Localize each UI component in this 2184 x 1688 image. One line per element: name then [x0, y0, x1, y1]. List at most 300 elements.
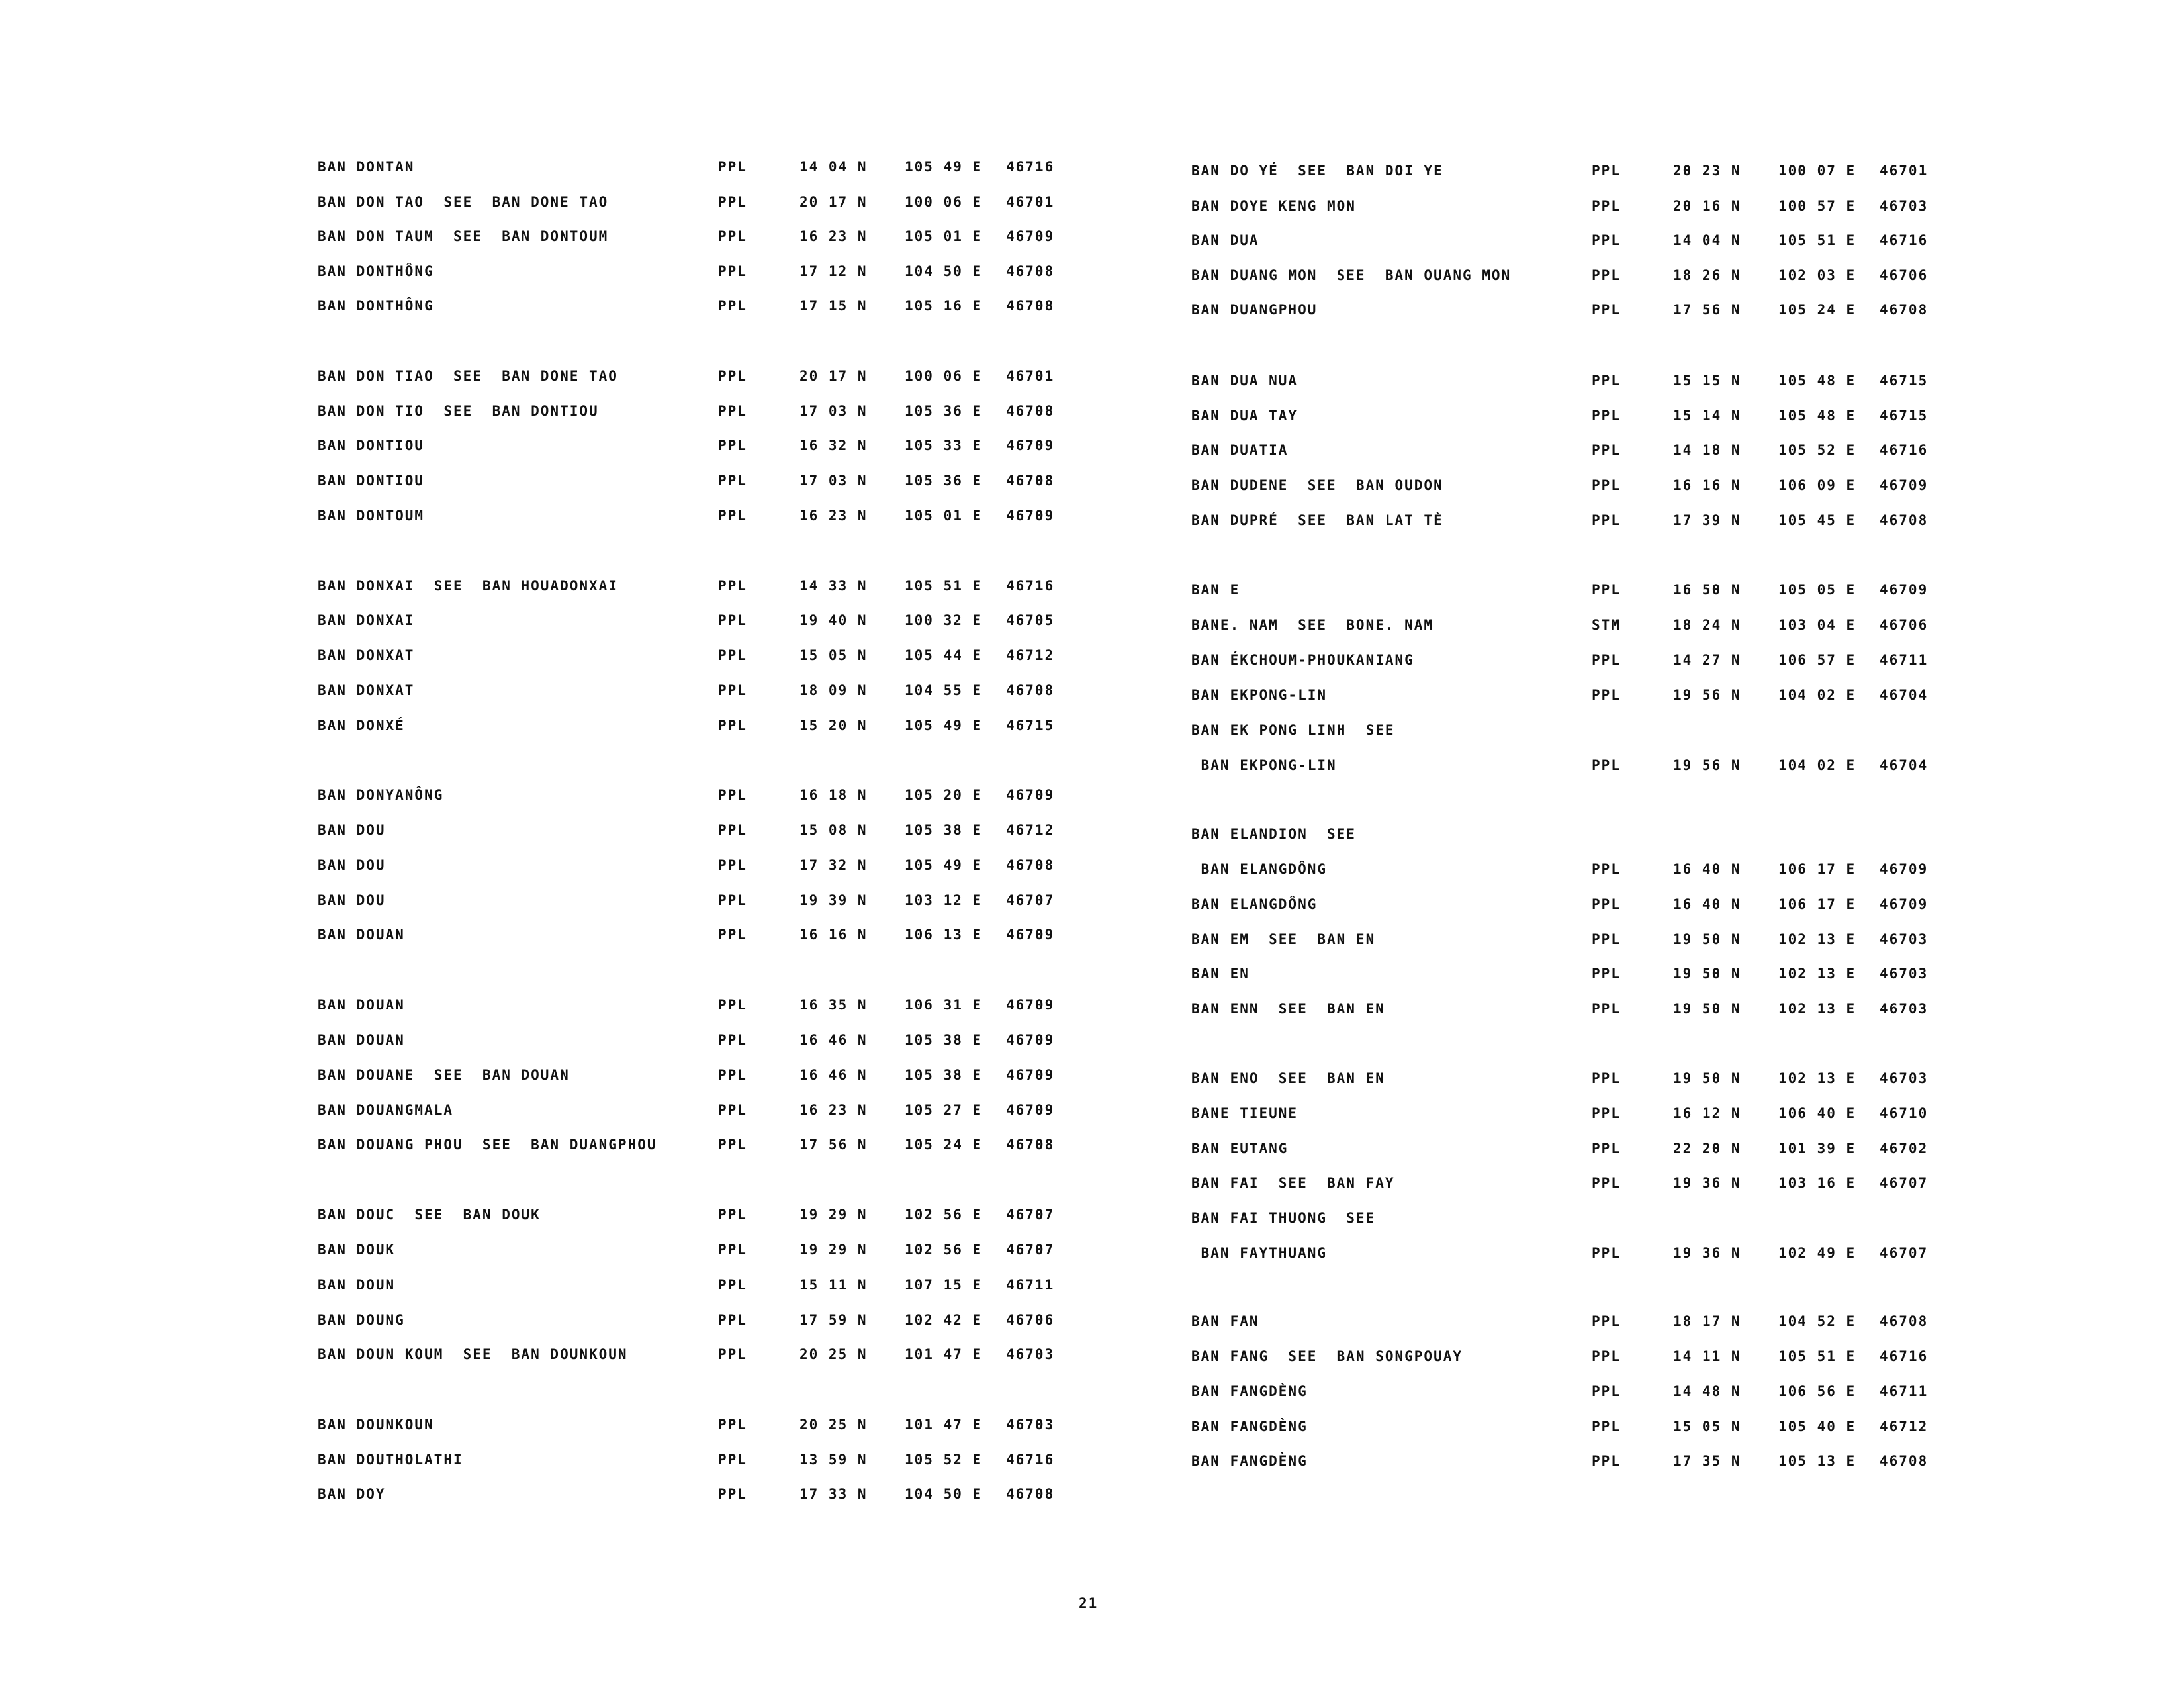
entry-map-sheet: 46709 — [1006, 438, 1055, 453]
entry-latitude: 15 14 N — [1673, 408, 1741, 424]
entry-type: PPL — [1592, 896, 1621, 912]
entry-map-sheet: 46709 — [1006, 927, 1055, 943]
entry-type: PPL — [1592, 1313, 1621, 1329]
entry-latitude: 16 40 N — [1673, 896, 1741, 912]
entry-type: PPL — [718, 822, 747, 838]
entry-map-sheet: 46716 — [1006, 159, 1055, 175]
entry-latitude: 19 29 N — [799, 1242, 868, 1258]
entry-type: PPL — [718, 647, 747, 663]
entry-type: PPL — [718, 368, 747, 384]
entry-type: PPL — [718, 927, 747, 943]
entry-type: PPL — [718, 1346, 747, 1362]
entry-name: BAN DONXAT — [318, 682, 415, 698]
entry-name: BAN DON TIAO SEE BAN DONE TAO — [318, 368, 618, 384]
entry-name: BAN EK PONG LINH SEE — [1191, 722, 1395, 738]
entry-type: PPL — [1592, 1453, 1621, 1469]
entry-longitude: 105 36 E — [905, 403, 983, 419]
entry-longitude: 102 13 E — [1778, 1001, 1856, 1017]
entry-type: PPL — [1592, 966, 1621, 982]
entry-longitude: 104 50 E — [905, 1486, 983, 1502]
entry-map-sheet: 46707 — [1880, 1175, 1929, 1191]
entry-latitude: 19 29 N — [799, 1207, 868, 1223]
entry-map-sheet: 46708 — [1880, 1313, 1929, 1329]
entry-latitude: 20 16 N — [1673, 198, 1741, 214]
entry-longitude: 106 17 E — [1778, 861, 1856, 877]
entry-type: PPL — [1592, 163, 1621, 179]
entry-latitude: 19 36 N — [1673, 1245, 1741, 1261]
entry-name: BAN DONXAT — [318, 647, 415, 663]
entry-map-sheet: 46709 — [1006, 787, 1055, 803]
entry-name: BAN FAN — [1191, 1313, 1259, 1329]
entry-latitude: 17 56 N — [1673, 302, 1741, 318]
entry-type: PPL — [1592, 757, 1621, 773]
entry-type: PPL — [1592, 1001, 1621, 1017]
entry-latitude: 14 04 N — [799, 159, 868, 175]
entry-name: BAN FANG SEE BAN SONGPOUAY — [1191, 1348, 1463, 1364]
entry-name: BAN DONTAN — [318, 159, 415, 175]
entry-longitude: 105 05 E — [1778, 582, 1856, 598]
entry-longitude: 105 44 E — [905, 647, 983, 663]
entry-name: BAN DOUANE SEE BAN DOUAN — [318, 1067, 570, 1083]
entry-map-sheet: 46711 — [1880, 652, 1929, 668]
entry-latitude: 18 26 N — [1673, 267, 1741, 283]
entry-type: PPL — [1592, 1383, 1621, 1399]
entry-map-sheet: 46707 — [1006, 892, 1055, 908]
entry-type: PPL — [718, 1207, 747, 1223]
entry-map-sheet: 46709 — [1880, 582, 1929, 598]
entry-map-sheet: 46708 — [1006, 1486, 1055, 1502]
entry-map-sheet: 46715 — [1880, 408, 1929, 424]
entry-type: PPL — [1592, 1419, 1621, 1434]
entry-map-sheet: 46703 — [1880, 1001, 1929, 1017]
entry-name: BAN DUDENE SEE BAN OUDON — [1191, 477, 1443, 493]
entry-latitude: 19 56 N — [1673, 687, 1741, 703]
entry-name: BAN EN — [1191, 966, 1250, 982]
entry-type: PPL — [718, 682, 747, 698]
entry-type: PPL — [718, 1277, 747, 1293]
entry-longitude: 104 02 E — [1778, 687, 1856, 703]
entry-map-sheet: 46716 — [1880, 442, 1929, 458]
entry-map-sheet: 46701 — [1880, 163, 1929, 179]
entry-type: PPL — [718, 1452, 747, 1468]
entry-name: BAN DONTHÔNG — [318, 298, 434, 314]
entry-type: PPL — [718, 1137, 747, 1152]
entry-latitude: 14 11 N — [1673, 1348, 1741, 1364]
entry-latitude: 17 35 N — [1673, 1453, 1741, 1469]
entry-name: BAN FAYTHUANG — [1191, 1245, 1328, 1261]
entry-name: BAN DUA TAY — [1191, 408, 1298, 424]
entry-name: BAN ELANGDÔNG — [1191, 861, 1328, 877]
entry-latitude: 17 03 N — [799, 403, 868, 419]
entry-longitude: 104 50 E — [905, 263, 983, 279]
entry-latitude: 15 05 N — [1673, 1419, 1741, 1434]
entry-map-sheet: 46711 — [1006, 1277, 1055, 1293]
entry-name: BAN DUATIA — [1191, 442, 1289, 458]
entry-map-sheet: 46701 — [1006, 368, 1055, 384]
entry-longitude: 103 16 E — [1778, 1175, 1856, 1191]
entry-map-sheet: 46707 — [1006, 1207, 1055, 1223]
entry-map-sheet: 46702 — [1880, 1141, 1929, 1156]
entry-type: PPL — [718, 1312, 747, 1328]
entry-longitude: 105 51 E — [905, 578, 983, 594]
entry-map-sheet: 46716 — [1006, 578, 1055, 594]
entry-name: BAN DOUN — [318, 1277, 396, 1293]
entry-name: BAN DOUN KOUM SEE BAN DOUNKOUN — [318, 1346, 628, 1362]
entry-map-sheet: 46715 — [1880, 373, 1929, 389]
entry-name: BAN DOUAN — [318, 997, 405, 1013]
entry-longitude: 104 02 E — [1778, 757, 1856, 773]
entry-name: BAN DONTIOU — [318, 473, 425, 489]
entry-name: BAN FANGDÈNG — [1191, 1383, 1308, 1399]
entry-name: BAN DONXAI — [318, 612, 415, 628]
entry-name: BAN DOUANGMALA — [318, 1102, 454, 1118]
entry-map-sheet: 46709 — [1006, 997, 1055, 1013]
entry-longitude: 101 47 E — [905, 1346, 983, 1362]
entry-longitude: 105 52 E — [1778, 442, 1856, 458]
entry-latitude: 18 09 N — [799, 682, 868, 698]
entry-type: PPL — [1592, 198, 1621, 214]
entry-type: PPL — [718, 578, 747, 594]
entry-latitude: 14 48 N — [1673, 1383, 1741, 1399]
entry-latitude: 19 39 N — [799, 892, 868, 908]
entry-latitude: 14 18 N — [1673, 442, 1741, 458]
entry-map-sheet: 46708 — [1880, 512, 1929, 528]
entry-name: BAN DOUAN — [318, 1032, 405, 1048]
entry-map-sheet: 46706 — [1006, 1312, 1055, 1328]
entry-map-sheet: 46716 — [1880, 1348, 1929, 1364]
entry-name: BAN DON TAO SEE BAN DONE TAO — [318, 194, 609, 210]
entry-longitude: 102 49 E — [1778, 1245, 1856, 1261]
entry-latitude: 16 50 N — [1673, 582, 1741, 598]
entry-name: BAN FAI SEE BAN FAY — [1191, 1175, 1395, 1191]
entry-map-sheet: 46708 — [1006, 682, 1055, 698]
entry-longitude: 106 09 E — [1778, 477, 1856, 493]
entry-type: PPL — [718, 1067, 747, 1083]
entry-longitude: 104 52 E — [1778, 1313, 1856, 1329]
entry-latitude: 17 32 N — [799, 857, 868, 873]
entry-latitude: 17 12 N — [799, 263, 868, 279]
entry-name: BAN DOUNG — [318, 1312, 405, 1328]
entry-longitude: 100 57 E — [1778, 198, 1856, 214]
entry-latitude: 18 17 N — [1673, 1313, 1741, 1329]
entry-longitude: 102 42 E — [905, 1312, 983, 1328]
entry-longitude: 105 01 E — [905, 508, 983, 524]
entry-longitude: 103 12 E — [905, 892, 983, 908]
entry-name: BAN DOUANG PHOU SEE BAN DUANGPHOU — [318, 1137, 657, 1152]
entry-longitude: 106 17 E — [1778, 896, 1856, 912]
entry-latitude: 16 16 N — [799, 927, 868, 943]
entry-name: BAN DOUC SEE BAN DOUK — [318, 1207, 541, 1223]
entry-name: BANE. NAM SEE BONE. NAM — [1191, 617, 1434, 633]
entry-map-sheet: 46715 — [1006, 718, 1055, 733]
entry-longitude: 105 36 E — [905, 473, 983, 489]
entry-latitude: 14 27 N — [1673, 652, 1741, 668]
entry-name: BAN DONTOUM — [318, 508, 425, 524]
entry-map-sheet: 46707 — [1006, 1242, 1055, 1258]
entry-longitude: 100 06 E — [905, 194, 983, 210]
entry-name: BAN DOU — [318, 892, 386, 908]
entry-latitude: 17 15 N — [799, 298, 868, 314]
entry-latitude: 20 17 N — [799, 368, 868, 384]
entry-type: PPL — [718, 263, 747, 279]
entry-latitude: 16 46 N — [799, 1067, 868, 1083]
entry-latitude: 17 59 N — [799, 1312, 868, 1328]
entry-name: BAN DOUK — [318, 1242, 396, 1258]
entry-longitude: 105 52 E — [905, 1452, 983, 1468]
entry-latitude: 19 36 N — [1673, 1175, 1741, 1191]
entry-latitude: 17 33 N — [799, 1486, 868, 1502]
entry-map-sheet: 46709 — [1880, 477, 1929, 493]
entry-name: BAN DUANG MON SEE BAN OUANG MON — [1191, 267, 1512, 283]
entry-name: BAN DONTIOU — [318, 438, 425, 453]
entry-latitude: 16 16 N — [1673, 477, 1741, 493]
entry-type: PPL — [1592, 582, 1621, 598]
entry-type: PPL — [718, 194, 747, 210]
entry-latitude: 16 12 N — [1673, 1105, 1741, 1121]
entry-longitude: 105 49 E — [905, 159, 983, 175]
entry-name: BAN EM SEE BAN EN — [1191, 931, 1376, 947]
entry-name: BAN E — [1191, 582, 1240, 598]
entry-name: BAN DOY — [318, 1486, 386, 1502]
entry-name: BAN DUANGPHOU — [1191, 302, 1318, 318]
entry-map-sheet: 46703 — [1880, 1070, 1929, 1086]
entry-longitude: 105 48 E — [1778, 408, 1856, 424]
entry-map-sheet: 46716 — [1006, 1452, 1055, 1468]
entry-map-sheet: 46703 — [1880, 931, 1929, 947]
entry-latitude: 15 08 N — [799, 822, 868, 838]
entry-type: PPL — [1592, 373, 1621, 389]
entry-name: BAN DONYANÔNG — [318, 787, 444, 803]
entry-longitude: 103 04 E — [1778, 617, 1856, 633]
entry-longitude: 102 13 E — [1778, 1070, 1856, 1086]
entry-latitude: 20 25 N — [799, 1346, 868, 1362]
entry-map-sheet: 46709 — [1006, 228, 1055, 244]
entry-longitude: 100 06 E — [905, 368, 983, 384]
entry-latitude: 20 25 N — [799, 1417, 868, 1432]
entry-longitude: 106 31 E — [905, 997, 983, 1013]
entry-longitude: 107 15 E — [905, 1277, 983, 1293]
entry-longitude: 105 51 E — [1778, 232, 1856, 248]
entry-type: PPL — [718, 892, 747, 908]
entry-map-sheet: 46711 — [1880, 1383, 1929, 1399]
entry-name: BAN EKPONG-LIN — [1191, 687, 1328, 703]
entry-longitude: 102 03 E — [1778, 267, 1856, 283]
entry-map-sheet: 46708 — [1006, 298, 1055, 314]
entry-longitude: 105 48 E — [1778, 373, 1856, 389]
entry-longitude: 100 07 E — [1778, 163, 1856, 179]
entry-type: PPL — [718, 228, 747, 244]
entry-latitude: 20 17 N — [799, 194, 868, 210]
entry-type: PPL — [718, 438, 747, 453]
entry-type: PPL — [1592, 1105, 1621, 1121]
entry-latitude: 16 18 N — [799, 787, 868, 803]
entry-name: BAN FANGDÈNG — [1191, 1453, 1308, 1469]
entry-type: PPL — [1592, 652, 1621, 668]
entry-type: PPL — [718, 403, 747, 419]
entry-name: BAN DOUTHOLATHI — [318, 1452, 463, 1468]
entry-latitude: 16 32 N — [799, 438, 868, 453]
entry-type: PPL — [718, 787, 747, 803]
entry-name: BAN DONTHÔNG — [318, 263, 434, 279]
entry-longitude: 105 24 E — [905, 1137, 983, 1152]
entry-name: BAN DONXÉ — [318, 718, 405, 733]
entry-latitude: 19 56 N — [1673, 757, 1741, 773]
entry-longitude: 105 13 E — [1778, 1453, 1856, 1469]
entry-name: BAN DOYE KENG MON — [1191, 198, 1356, 214]
entry-longitude: 105 51 E — [1778, 1348, 1856, 1364]
entry-longitude: 105 01 E — [905, 228, 983, 244]
entry-map-sheet: 46708 — [1006, 263, 1055, 279]
entry-longitude: 102 56 E — [905, 1207, 983, 1223]
entry-map-sheet: 46708 — [1880, 302, 1929, 318]
entry-map-sheet: 46709 — [1006, 508, 1055, 524]
entry-name: BAN ENN SEE BAN EN — [1191, 1001, 1385, 1017]
entry-map-sheet: 46707 — [1880, 1245, 1929, 1261]
entry-longitude: 105 49 E — [905, 857, 983, 873]
entry-longitude: 106 56 E — [1778, 1383, 1856, 1399]
entry-longitude: 101 39 E — [1778, 1141, 1856, 1156]
entry-latitude: 19 50 N — [1673, 966, 1741, 982]
entry-map-sheet: 46710 — [1880, 1105, 1929, 1121]
entry-type: PPL — [718, 159, 747, 175]
entry-longitude: 104 55 E — [905, 682, 983, 698]
entry-longitude: 101 47 E — [905, 1417, 983, 1432]
entry-latitude: 14 04 N — [1673, 232, 1741, 248]
entry-longitude: 106 13 E — [905, 927, 983, 943]
entry-type: PPL — [718, 473, 747, 489]
entry-name: BAN DOUNKOUN — [318, 1417, 434, 1432]
entry-latitude: 17 56 N — [799, 1137, 868, 1152]
entry-name: BAN ÉKCHOUM-PHOUKANIANG — [1191, 652, 1414, 668]
entry-type: PPL — [718, 508, 747, 524]
entry-map-sheet: 46703 — [1880, 198, 1929, 214]
entry-map-sheet: 46709 — [1880, 861, 1929, 877]
entry-map-sheet: 46708 — [1006, 403, 1055, 419]
entry-latitude: 14 33 N — [799, 578, 868, 594]
entry-name: BAN ELANGDÔNG — [1191, 896, 1318, 912]
entry-type: PPL — [1592, 408, 1621, 424]
entry-type: STM — [1592, 617, 1621, 633]
entry-type: PPL — [1592, 442, 1621, 458]
entry-map-sheet: 46709 — [1006, 1102, 1055, 1118]
page-number: 21 — [1079, 1595, 1099, 1611]
entry-latitude: 19 50 N — [1673, 1001, 1741, 1017]
entry-type: PPL — [1592, 302, 1621, 318]
entry-type: PPL — [1592, 1141, 1621, 1156]
entry-map-sheet: 46712 — [1006, 647, 1055, 663]
entry-map-sheet: 46706 — [1880, 617, 1929, 633]
entry-latitude: 20 23 N — [1673, 163, 1741, 179]
entry-type: PPL — [1592, 512, 1621, 528]
entry-longitude: 105 38 E — [905, 1067, 983, 1083]
entry-name: BAN EUTANG — [1191, 1141, 1289, 1156]
entry-map-sheet: 46706 — [1880, 267, 1929, 283]
entry-latitude: 16 23 N — [799, 1102, 868, 1118]
entry-latitude: 22 20 N — [1673, 1141, 1741, 1156]
entry-longitude: 105 40 E — [1778, 1419, 1856, 1434]
entry-longitude: 102 56 E — [905, 1242, 983, 1258]
entry-longitude: 105 20 E — [905, 787, 983, 803]
entry-name: BAN FAI THUONG SEE — [1191, 1210, 1376, 1226]
entry-type: PPL — [718, 1102, 747, 1118]
entry-map-sheet: 46708 — [1006, 1137, 1055, 1152]
entry-name: BAN DON TIO SEE BAN DONTIOU — [318, 403, 599, 419]
entry-name: BAN DUA — [1191, 232, 1259, 248]
entry-latitude: 19 50 N — [1673, 1070, 1741, 1086]
entry-latitude: 16 40 N — [1673, 861, 1741, 877]
entry-type: PPL — [718, 1486, 747, 1502]
entry-type: PPL — [718, 1417, 747, 1432]
entry-latitude: 19 50 N — [1673, 931, 1741, 947]
entry-type: PPL — [1592, 477, 1621, 493]
entry-latitude: 13 59 N — [799, 1452, 868, 1468]
entry-map-sheet: 46703 — [1006, 1417, 1055, 1432]
entry-latitude: 15 05 N — [799, 647, 868, 663]
entry-map-sheet: 46704 — [1880, 757, 1929, 773]
entry-latitude: 16 46 N — [799, 1032, 868, 1048]
entry-name: BAN ENO SEE BAN EN — [1191, 1070, 1385, 1086]
entry-name: BAN DON TAUM SEE BAN DONTOUM — [318, 228, 609, 244]
entry-map-sheet: 46705 — [1006, 612, 1055, 628]
entry-latitude: 15 15 N — [1673, 373, 1741, 389]
entry-type: PPL — [718, 1242, 747, 1258]
entry-type: PPL — [1592, 1070, 1621, 1086]
entry-latitude: 19 40 N — [799, 612, 868, 628]
entry-longitude: 106 40 E — [1778, 1105, 1856, 1121]
entry-longitude: 105 16 E — [905, 298, 983, 314]
entry-type: PPL — [1592, 1348, 1621, 1364]
entry-latitude: 17 03 N — [799, 473, 868, 489]
entry-longitude: 105 24 E — [1778, 302, 1856, 318]
entry-map-sheet: 46708 — [1006, 473, 1055, 489]
entry-map-sheet: 46703 — [1880, 966, 1929, 982]
entry-name: BAN DOU — [318, 857, 386, 873]
entry-longitude: 106 57 E — [1778, 652, 1856, 668]
entry-name: BAN EKPONG-LIN — [1191, 757, 1337, 773]
entry-type: PPL — [718, 298, 747, 314]
entry-type: PPL — [718, 997, 747, 1013]
entry-latitude: 16 35 N — [799, 997, 868, 1013]
entry-type: PPL — [718, 1032, 747, 1048]
entry-map-sheet: 46708 — [1006, 857, 1055, 873]
entry-latitude: 17 39 N — [1673, 512, 1741, 528]
entry-latitude: 16 23 N — [799, 228, 868, 244]
entry-type: PPL — [1592, 1245, 1621, 1261]
entry-type: PPL — [1592, 1175, 1621, 1191]
entry-map-sheet: 46709 — [1006, 1032, 1055, 1048]
entry-longitude: 102 13 E — [1778, 966, 1856, 982]
entry-name: BAN ELANDION SEE — [1191, 826, 1356, 842]
entry-map-sheet: 46709 — [1006, 1067, 1055, 1083]
entry-map-sheet: 46712 — [1880, 1419, 1929, 1434]
entry-map-sheet: 46704 — [1880, 687, 1929, 703]
entry-name: BAN DOU — [318, 822, 386, 838]
entry-type: PPL — [1592, 931, 1621, 947]
entry-latitude: 16 23 N — [799, 508, 868, 524]
entry-map-sheet: 46709 — [1880, 896, 1929, 912]
entry-longitude: 105 33 E — [905, 438, 983, 453]
entry-type: PPL — [1592, 267, 1621, 283]
entry-map-sheet: 46716 — [1880, 232, 1929, 248]
entry-name: BANE TIEUNE — [1191, 1105, 1298, 1121]
entry-map-sheet: 46712 — [1006, 822, 1055, 838]
entry-name: BAN DUA NUA — [1191, 373, 1298, 389]
entry-type: PPL — [1592, 687, 1621, 703]
entry-type: PPL — [718, 612, 747, 628]
entry-name: BAN DUPRÉ SEE BAN LAT TÈ — [1191, 512, 1443, 528]
entry-longitude: 100 32 E — [905, 612, 983, 628]
entry-map-sheet: 46703 — [1006, 1346, 1055, 1362]
